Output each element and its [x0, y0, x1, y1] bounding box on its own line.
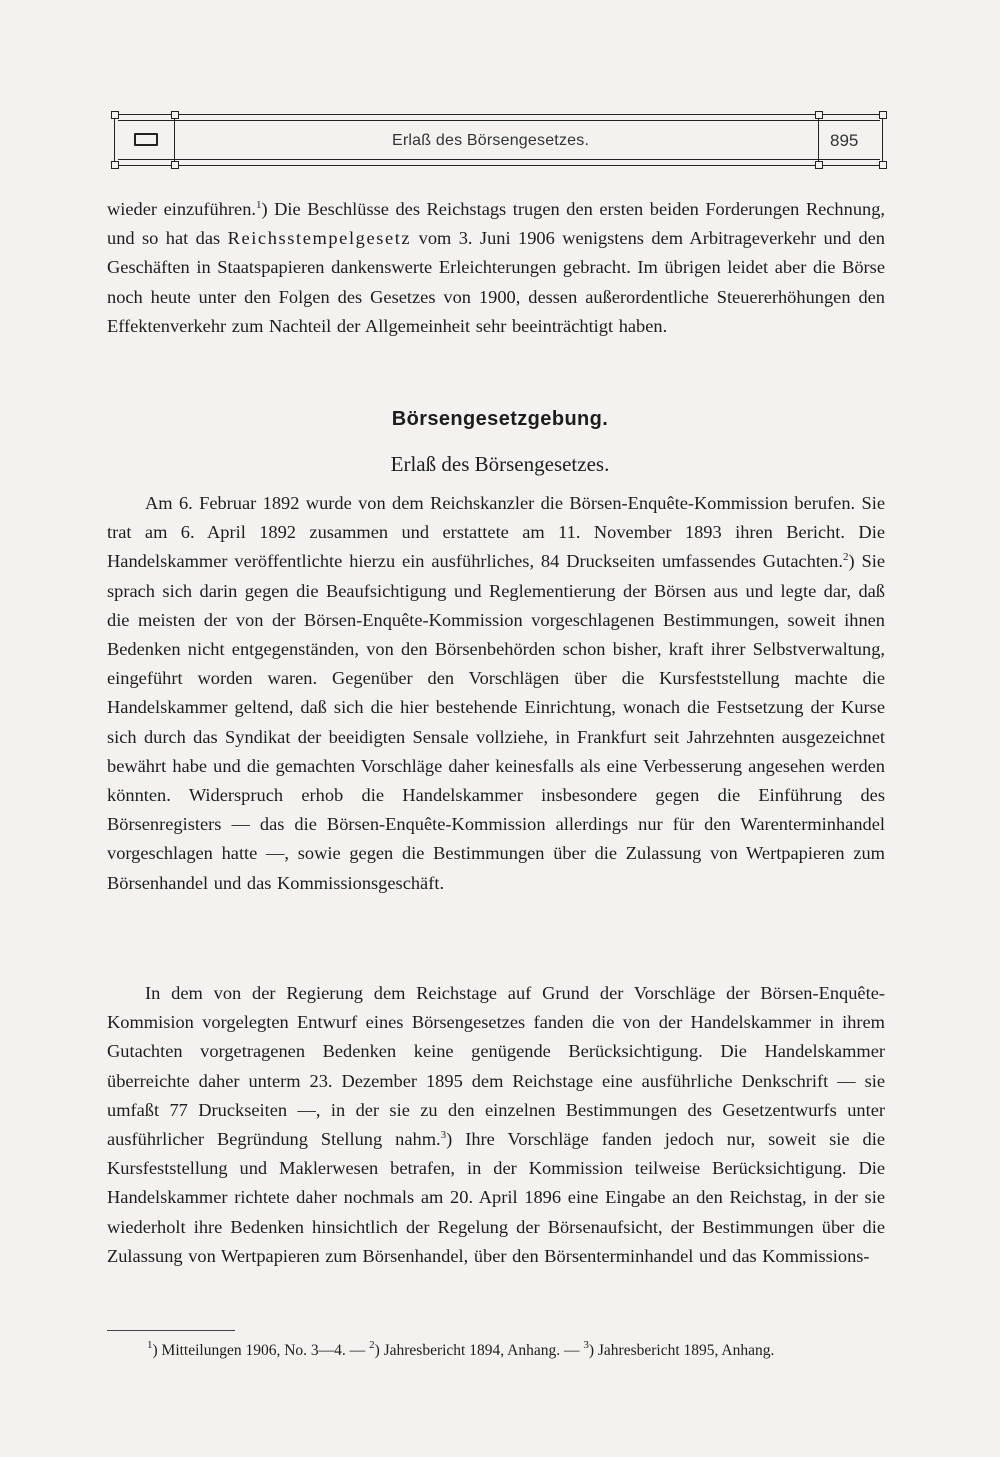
subsection-heading: Erlaß des Börsengesetzes.: [390, 452, 610, 476]
header-frame-post: [882, 114, 883, 165]
header-rule: [118, 120, 880, 121]
header-frame-post: [174, 114, 175, 165]
spaced-term: Reichsstempelgesetz: [227, 228, 412, 249]
header-frame-post: [114, 114, 115, 165]
text-run: In dem von der Regierung dem Reichstage auf Grund der Vorschläge der Börsen-Enquête-Kommision vorgelegten Entwurf eines Börsengesetzes fanden die von der Handelskammer in ihrem Gutachten vorgetragenen Bedenken keine genügende Berücksichtigung. Die Handelskammer überreichte daher unterm 23. Dezember 1895 dem Reichstage eine ausführliche Denkschrift — sie umfaßt 77 Druckseiten —, in der sie zu den einzelnen Bestimmungen des Gesetzentwurfs unter ausführlicher Begründung Stellung nahm.: [107, 983, 885, 1150]
frame-corner-square: [111, 161, 119, 169]
frame-corner-square: [879, 111, 887, 119]
running-head: [112, 112, 886, 168]
frame-corner-square: [879, 161, 887, 169]
paragraph: [107, 489, 885, 898]
footnote-text: ) Mitteilungen 1906, No. 3—4. —: [152, 1342, 370, 1359]
text-run: wieder einzuführen.: [107, 199, 256, 219]
text-run: vom 3. Juni 1906 wenigstens dem Arbitrageverkehr und den Geschäften in Staatspapieren dankenswerte Erleichterungen gebracht. Im übrigen leidet aber die Börse noch heute unter den Folgen des Gesetzes von 1900, dessen außerordentliche Steuererhöhungen den Effektenverkehr zum Nachteil der Allgemeinheit sehr beeinträchtigt haben.: [107, 228, 886, 336]
footnote-text: ) Jahresbericht 1895, Anhang.: [588, 1342, 775, 1359]
header-rule: [118, 165, 880, 166]
footnote-marker: 3: [440, 1129, 447, 1142]
text-run: ) Die Beschlüsse des Reichstags trugen den ersten beiden Forderungen Rechnung, und so hat das: [107, 199, 885, 249]
footnote-marker: 2: [842, 551, 849, 564]
section-heading: Börsengesetzgebung.: [391, 408, 609, 430]
ornament-rectangle-icon: [134, 133, 158, 146]
frame-corner-square: [171, 111, 179, 119]
paragraph-continuation: [107, 195, 885, 341]
text-run: ) Ihre Vorschläge fanden jedoch nur, soweit sie die Kursfeststellung und Maklerwesen betrafen, in der Kommission teilweise Berücksichtigung. Die Handelskammer richtete daher nochmals am 20. April 1896 eine Eingabe an den Reichstag, in der sie wiederholt ihre Bedenken hinsichtlich der Regelung der Börsenaufsicht, der Bestimmungen über die Zulassung von Wertpapieren zum Börsenhandel, über den Börsenterminhandel und das Kommissions-: [107, 1129, 885, 1266]
footnote-marker: 2: [369, 1339, 375, 1351]
running-head-title: Erlaß des Börsengesetzes.: [392, 132, 590, 149]
paragraph: [107, 979, 885, 1271]
footnote-marker: 1: [147, 1339, 153, 1351]
header-rule: [118, 114, 880, 115]
text-run: ) Sie sprach sich darin gegen die Beaufsichtigung und Reglementierung der Börsen aus und legte dar, daß die meisten der von der Börsen-Enquête-Kommission vorgeschlagenen Bestimmungen, soweit ihnen Bedenken nicht entgegenständen, von den Börsenbehörden schon bisher, kraft ihrer Selbstverwaltung, eingeführt worden waren. Gegenüber den Vorschlägen über die Kursfeststellung machte die Handelskammer geltend, daß sich die hier bestehende Einrichtung, wonach die Festsetzung der Kurse sich durch das Syndikat der beeidigten Sensale vollziehe, in Frankfurt seit Jahrzehnten ausgezeichnet bewährt habe und die gemachten Vorschläge daher keinesfalls als eine Verbesserung angesehen werden könnten. Widerspruch erhob die Handelskammer insbesondere gegen die Einführung des Börsenregisters — das die Börsen-Enquête-Kommission allerdings nur für den Warenterminhandel vorgeschlagen hatte —, sowie gegen die Bestimmungen über die Zulassung von Wertpapieren zum Börsenhandel und das Kommissionsgeschäft.: [107, 551, 885, 893]
header-frame-post: [818, 114, 819, 165]
footnotes: [107, 1340, 885, 1362]
footnote-text: ) Jahresbericht 1894, Anhang. —: [374, 1342, 584, 1359]
footnote-marker: 3: [583, 1339, 589, 1351]
footnote-marker: 1: [256, 199, 262, 211]
footnote-rule: [107, 1330, 235, 1331]
frame-corner-square: [171, 161, 179, 169]
page-number: 895: [830, 131, 859, 150]
header-rule: [118, 159, 880, 160]
frame-corner-square: [111, 111, 119, 119]
text-run: Am 6. Februar 1892 wurde von dem Reichskanzler die Börsen-Enquête-Kommission berufen. Sie trat am 6. April 1892 zusammen und erstattete am 11. November 1893 ihren Bericht. Die Handelskammer veröffentlichte hierzu ein ausführliches, 84 Druckseiten umfassendes Gutachten.: [107, 493, 885, 572]
frame-corner-square: [815, 111, 823, 119]
frame-corner-square: [815, 161, 823, 169]
